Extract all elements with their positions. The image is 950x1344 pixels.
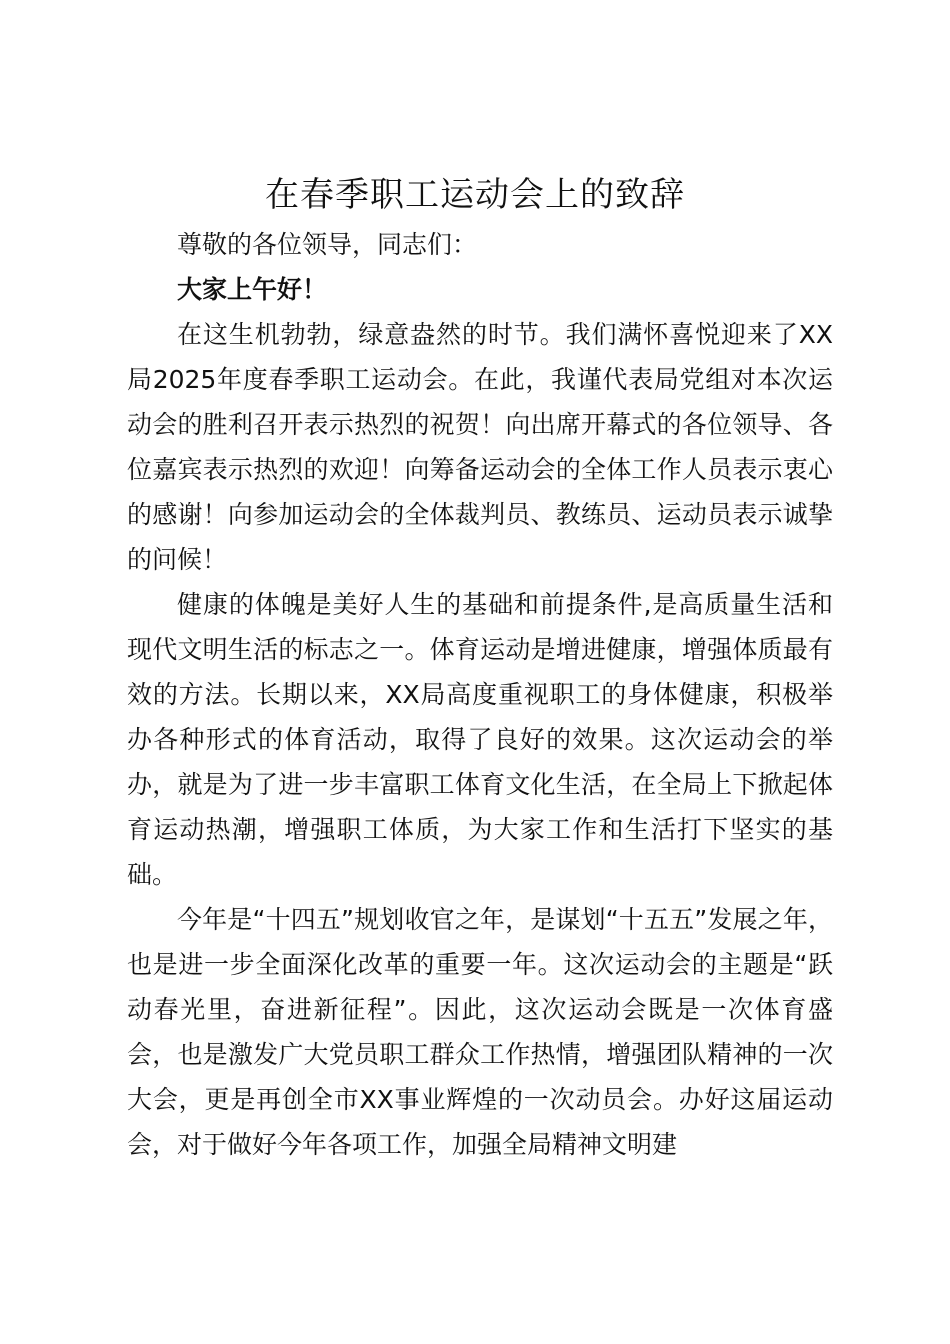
document-title: 在春季职工运动会上的致辞 [265,175,685,215]
greeting: 大家上午好！ [177,275,328,304]
document-body [127,222,833,1167]
paragraph-health: 健康的体魄是美好人生的基础和前提条件,是高质量生活和现代文明生活的标志之一。体育运动是增进健康，增强体质最有效的方法。长期以来，XX局高度重视职工的身体健康，积极举办各种形式的体育活动，取得了良好的效果。这次运动会的举办，就是为了进一步丰富职工体育文化生活，在全局上下掀起体育运动热潮，增强职工体质，为大家工作和生活打下坚实的基础。 [127,590,833,889]
paragraph-theme: 今年是“十四五”规划收官之年，是谋划“十五五”发展之年，也是进一步全面深化改革的重要一年。这次运动会的主题是“跃动春光里，奋进新征程”。因此，这次运动会既是一次体育盛会，也是激发广大党员职工群众工作热情，增强团队精神的一次大会，更是再创全市XX事业辉煌的一次动员会。办好这届运动会，对于做好今年各项工作，加强全局精神文明建 [127,905,833,1159]
paragraph-opening: 在这生机勃勃，绿意盎然的时节。我们满怀喜悦迎来了XX局2025年度春季职工运动会。在此，我谨代表局党组对本次运动会的胜利召开表示热烈的祝贺！向出席开幕式的各位领导、各位嘉宾表示热烈的欢迎！向筹备运动会的全体工作人员表示衷心的感谢！向参加运动会的全体裁判员、教练员、运动员表示诚挚的问候！ [127,320,833,574]
salutation: 尊敬的各位领导，同志们： [177,230,478,259]
